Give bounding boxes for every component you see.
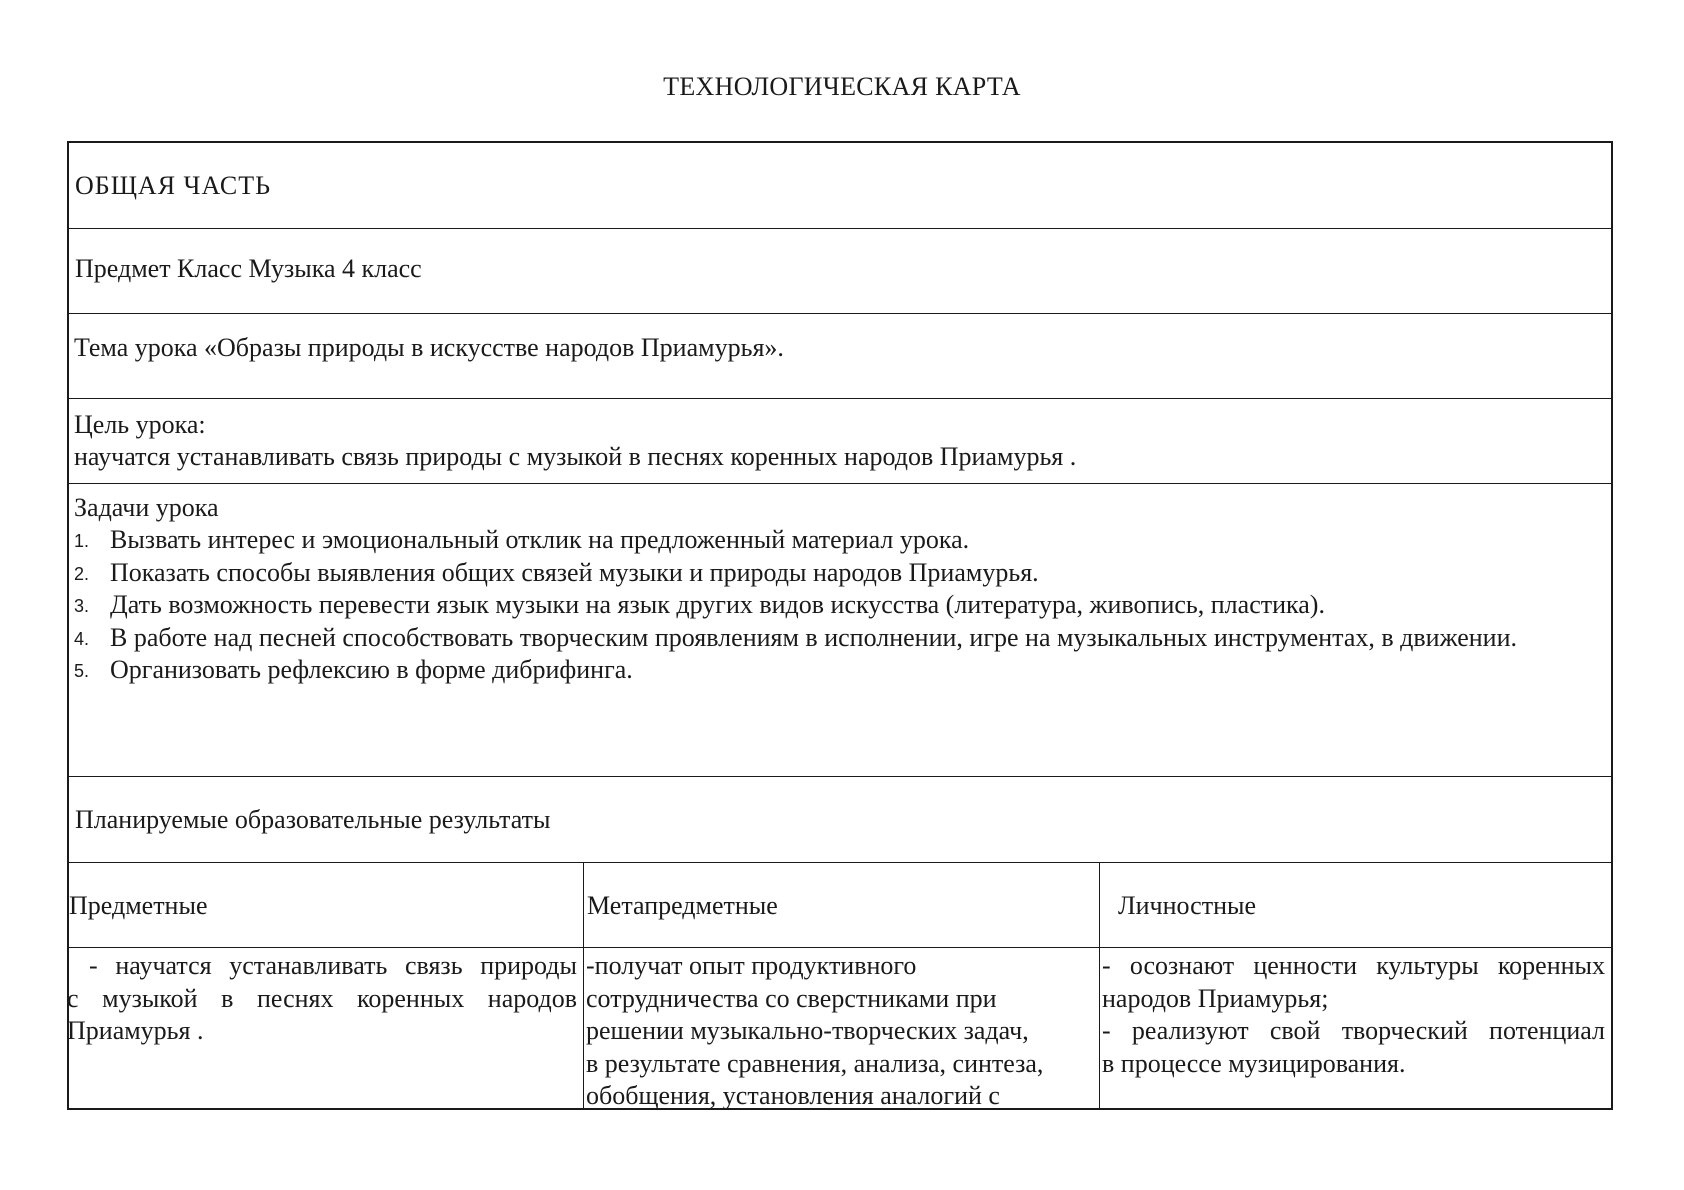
task-item: [74, 622, 1601, 655]
subject-results-header: Предметные: [69, 891, 208, 920]
meta-results-text: [586, 950, 1095, 1113]
meta-results-line: решении музыкально-творческих задач,: [586, 1016, 1029, 1045]
planned-results-label: Планируемые образовательные результаты: [75, 805, 551, 834]
personal-results-line: - реализуют свой творческий потенциал: [1102, 1016, 1605, 1045]
task-text: Организовать рефлексию в форме дибрифинга.: [110, 655, 633, 684]
meta-results-line: -получат опыт продуктивного: [586, 951, 917, 980]
subject-results-line: - научатся устанавливать связь природы: [89, 951, 577, 980]
task-number: 1.: [74, 531, 90, 551]
general-part-row: [69, 143, 1611, 229]
document-title: ТЕХНОЛОГИЧЕСКАЯ КАРТА: [663, 72, 1021, 101]
personal-results-line: народов Приамурья;: [1102, 983, 1329, 1013]
lesson-goal-label: Цель урока:: [74, 410, 206, 439]
lesson-topic-text: Тема урока «Образы природы в искусстве народов Приамурья».: [74, 333, 784, 362]
personal-results-text: [1102, 950, 1605, 1080]
subject-results-cell: [69, 948, 584, 1110]
lesson-tasks-row: [69, 484, 1611, 777]
subject-class-text: Предмет Класс Музыка 4 класс: [75, 254, 422, 283]
task-number: 3.: [74, 596, 90, 616]
subject-results-header-cell: [69, 863, 584, 947]
results-body-row: [69, 948, 1611, 1110]
subject-results-line: Приамурья .: [67, 1016, 204, 1045]
task-text: Вызвать интерес и эмоциональный отклик на предложенный материал урока.: [110, 525, 970, 554]
task-item: [74, 589, 1601, 622]
personal-results-cell: [1100, 948, 1611, 1110]
meta-results-header: Метапредметные: [587, 891, 778, 920]
task-item: [74, 654, 1601, 687]
lesson-goal-row: [69, 399, 1611, 484]
task-number: 2.: [74, 563, 90, 584]
personal-results-header: Личностные: [1118, 891, 1257, 920]
lesson-goal-text: научатся устанавливать связь природы с музыкой в песнях коренных народов Приамурья .: [74, 442, 1077, 471]
subject-results-line: с музыкой в песнях коренных народов: [67, 983, 577, 1013]
general-part-label: ОБЩАЯ ЧАСТЬ: [75, 171, 272, 200]
task-text: Дать возможность перевести язык музыки на язык других видов искусства (литература, живопись, пластика).: [110, 590, 1325, 619]
lesson-tasks-label: Задачи урока: [74, 493, 219, 522]
subject-results-text: [67, 950, 577, 1048]
task-number: 4.: [74, 628, 90, 649]
personal-results-header-cell: [1100, 863, 1611, 947]
meta-results-header-cell: [584, 863, 1100, 947]
subject-class-row: [69, 229, 1611, 314]
meta-results-line: обобщения, установления аналогий с: [586, 1081, 1000, 1110]
task-number: 5.: [74, 661, 90, 681]
meta-results-cell: [584, 948, 1100, 1110]
technological-card-table: [67, 141, 1613, 1110]
results-header-row: [69, 863, 1611, 948]
task-text: В работе над песней способствовать творческим проявлениям в исполнении, игре на музыкальных инструментах, в движении.: [110, 622, 1517, 652]
personal-results-line: - осознают ценности культуры коренных: [1102, 951, 1605, 980]
lesson-topic-row: [69, 314, 1611, 399]
meta-results-line: сотрудничества со сверстниками при: [586, 983, 997, 1013]
task-text: Показать способы выявления общих связей музыки и природы народов Приамурья.: [110, 557, 1039, 587]
planned-results-row: [69, 777, 1611, 863]
task-item: [74, 557, 1601, 590]
lesson-tasks-list: [74, 524, 1601, 687]
personal-results-line: в процессе музицирования.: [1102, 1048, 1406, 1078]
meta-results-line: в результате сравнения, анализа, синтеза,: [586, 1048, 1044, 1078]
task-item: [74, 524, 1601, 557]
